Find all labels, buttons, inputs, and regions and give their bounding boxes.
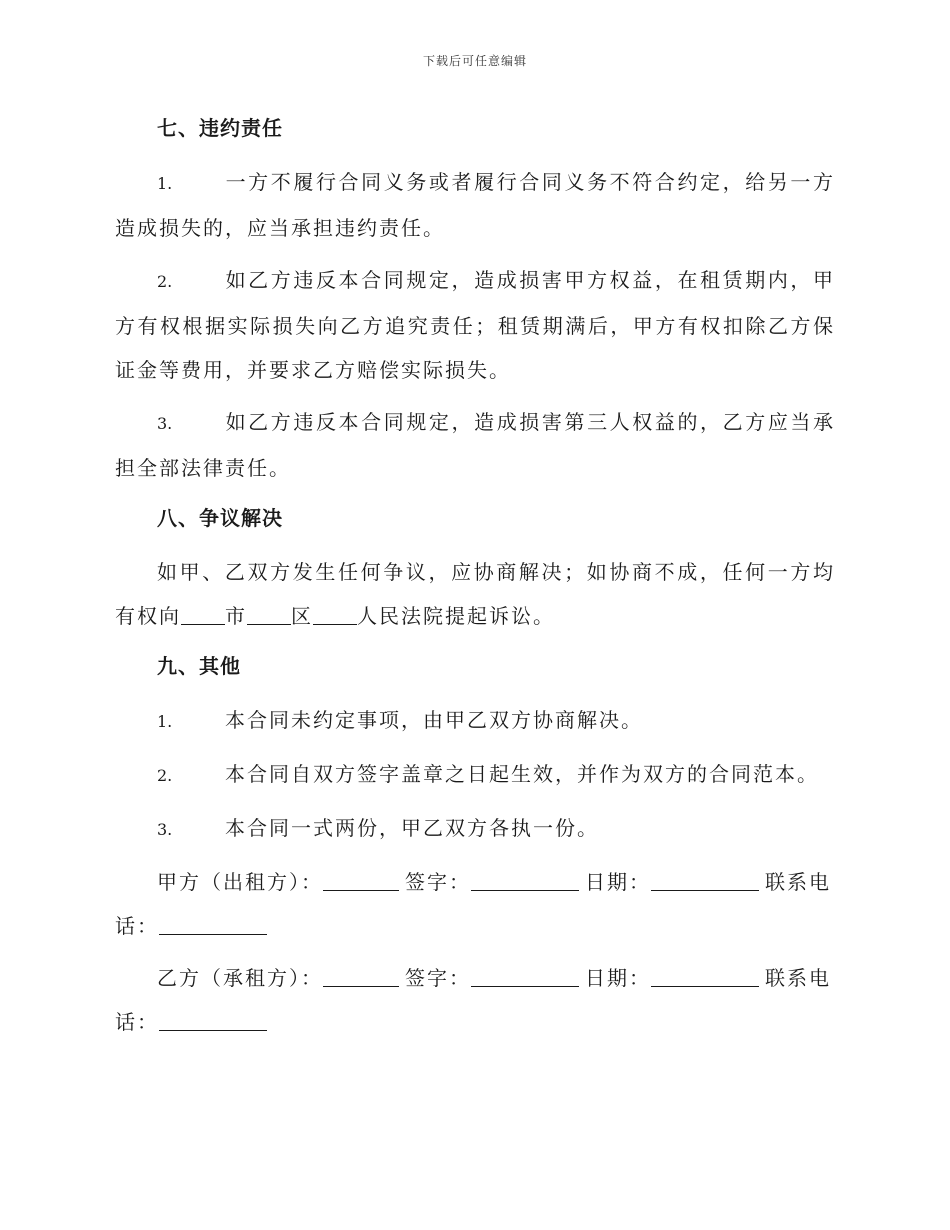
- signature-line-lessor: [115, 860, 835, 948]
- dispute-paragraph: [115, 550, 835, 638]
- party-label: 甲方（出租方）：: [157, 870, 323, 894]
- clause-item: [115, 698, 835, 744]
- date-label: 日期：: [585, 870, 651, 894]
- clause-text: 本合同自双方签字盖章之日起生效，并作为双方的合同范本。: [225, 762, 819, 786]
- clause-text: 如乙方违反本合同规定，造成损害甲方权益，在租赁期内，甲方有权根据实际损失向乙方追究责任；租赁期满后，甲方有权扣除乙方保证金等费用，并要求乙方赔偿实际损失。: [115, 268, 835, 382]
- sign-label: 签字：: [405, 966, 471, 990]
- party-name-blank[interactable]: [323, 966, 399, 987]
- clause-number: 2.: [157, 766, 173, 785]
- city-label: 市: [225, 604, 247, 628]
- clause-text: 本合同未约定事项，由甲乙双方协商解决。: [225, 708, 643, 732]
- phone-blank[interactable]: [159, 914, 267, 935]
- clause-number: 2.: [157, 272, 173, 291]
- district-blank[interactable]: [247, 604, 291, 625]
- clause-item: [115, 160, 835, 250]
- dispute-text-before: 如甲、乙双方发生任何争议，应协商解决；如协商不成，任何一方均有权向: [115, 560, 835, 628]
- clause-text: 本合同一式两份，甲乙双方各执一份。: [225, 816, 599, 840]
- sign-label: 签字：: [405, 870, 471, 894]
- court-blank[interactable]: [313, 604, 357, 625]
- signature-line-lessee: [115, 956, 835, 1044]
- party-name-blank[interactable]: [323, 870, 399, 891]
- section-heading-breach: 七、违约责任: [157, 116, 283, 140]
- section-heading-dispute: 八、争议解决: [157, 506, 283, 530]
- document-body: [115, 108, 835, 1052]
- clause-number: 1.: [157, 174, 173, 193]
- signature-blank[interactable]: [471, 870, 579, 891]
- clause-number: 3.: [157, 820, 173, 839]
- date-blank[interactable]: [651, 870, 759, 891]
- clause-text: 一方不履行合同义务或者履行合同义务不符合约定，给另一方造成损失的，应当承担违约责任。: [115, 170, 835, 240]
- phone-label: 联系电: [765, 966, 831, 990]
- clause-item: [115, 400, 835, 490]
- clause-item: [115, 258, 835, 392]
- clause-item: [115, 806, 835, 852]
- clause-number: 3.: [157, 414, 173, 433]
- clause-number: 1.: [157, 712, 173, 731]
- page-header: 下载后可任意编辑: [422, 54, 527, 68]
- phone-label: 联系电: [765, 870, 831, 894]
- date-label: 日期：: [585, 966, 651, 990]
- dispute-text-after: 人民法院提起诉讼。: [357, 604, 555, 628]
- district-label: 区: [291, 604, 313, 628]
- phone-label-cont: 话：: [115, 914, 159, 938]
- clause-item: [115, 752, 835, 798]
- city-blank[interactable]: [181, 604, 225, 625]
- signature-blank[interactable]: [471, 966, 579, 987]
- clause-text: 如乙方违反本合同规定，造成损害第三人权益的，乙方应当承担全部法律责任。: [115, 410, 835, 480]
- phone-blank[interactable]: [159, 1010, 267, 1031]
- party-label: 乙方（承租方）：: [157, 966, 323, 990]
- section-heading-other: 九、其他: [157, 654, 241, 678]
- phone-label-cont: 话：: [115, 1010, 159, 1034]
- date-blank[interactable]: [651, 966, 759, 987]
